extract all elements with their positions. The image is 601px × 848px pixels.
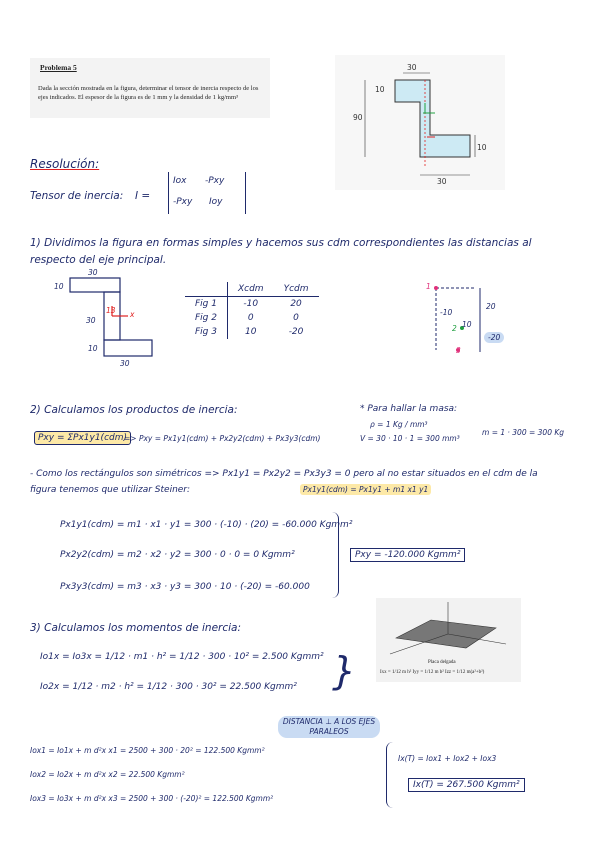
table-row	[185, 325, 319, 339]
table-header	[185, 282, 227, 297]
table-cell: 20	[290, 299, 302, 309]
table-cell: 10	[245, 327, 257, 337]
sketch-h: 30	[86, 316, 96, 325]
ix-sum: Ix(T) = Iox1 + Iox2 + Iox3	[398, 754, 497, 763]
volume: V = 30 · 10 · 1 = 300 mm³	[360, 434, 460, 443]
steiner-formula: Px1y1(cdm) = Px1y1 + m1 x1 y1	[300, 484, 431, 495]
distance-lines	[420, 280, 530, 360]
dim-right: 10	[477, 143, 487, 152]
y-20: 20	[486, 302, 496, 311]
step1-shape	[48, 268, 168, 368]
table-cell: -20	[288, 327, 304, 337]
table-row	[185, 297, 319, 312]
sketch-10b: 10	[88, 344, 98, 353]
tensor-symbol: I =	[135, 190, 151, 202]
plate-label: Placa delgada	[428, 660, 456, 665]
table-cell: Fig 3	[185, 325, 227, 339]
dim-bottom: 30	[437, 177, 447, 186]
matrix-a11: Iox	[173, 176, 187, 186]
brace-p	[332, 512, 339, 598]
table-header: Xcdm	[227, 282, 273, 297]
matrix-a21: -Pxy	[173, 197, 193, 207]
tensor-label: Tensor de inercia:	[30, 190, 124, 202]
table-cell: -10	[243, 299, 259, 309]
matrix-a12: -Pxy	[205, 176, 225, 186]
table-cell: Fig 2	[185, 311, 227, 325]
table-cell: 0	[293, 313, 299, 323]
tensor-matrix	[168, 172, 246, 214]
point-3: 3	[456, 346, 461, 355]
table-cell: 0	[247, 313, 254, 323]
eq-ox3: Iox3 = Io3x + m d²x x3 = 2500 + 300 · (-20)² = 122.500 Kgmm²	[30, 794, 274, 803]
ix-result: Ix(T) = 267.500 Kgmm²	[408, 778, 525, 792]
d-10: 10	[462, 320, 472, 329]
brace-i	[386, 742, 393, 808]
point-2: 2	[452, 324, 457, 333]
sketch-axis-x: x	[130, 310, 135, 319]
sketch-cdm: 13	[106, 306, 116, 315]
dim-top: 30	[407, 63, 417, 72]
point-1: 1	[426, 282, 431, 291]
plate-shape	[376, 598, 521, 668]
eq-p3: Px3y3(cdm) = m3 · x3 · y3 = 300 · 10 · (-20) = -60.000	[60, 582, 310, 592]
eq-p1: Px1y1(cdm) = m1 · x1 · y1 = 300 · (-10) · (20) = -60.000 Kgmm²	[60, 520, 353, 530]
eq-ox1: Iox1 = Io1x + m d²x x1 = 2500 + 300 · 20² = 122.500 Kgmm²	[30, 746, 265, 755]
parallel-note: DISTANCIA ⊥ A LOS EJES PARALEOS	[278, 716, 380, 738]
problem-title: Problema 5	[40, 63, 77, 72]
pxy-result: Pxy = -120.000 Kgmm²	[350, 548, 465, 562]
eq-i2: Io2x = 1/12 · m2 · h² = 1/12 · 300 · 30² = 22.500 Kgmm²	[40, 682, 297, 692]
pxy-sum: => Pxy = Px1y1(cdm) + Px2y2(cdm) + Px3y3(cdm)	[124, 434, 321, 443]
rho: ρ = 1 Kg / mm³	[370, 420, 428, 429]
plate-formula: Ixx = 1/12 m h² Iyy = 1/12 m b² Izz = 1/12 m(a²+b²)	[380, 670, 485, 675]
eq-ox2: Iox2 = Io2x + m d²x x2 = 22.500 Kgmm²	[30, 770, 185, 779]
eq-i1: Io1x = Io3x = 1/12 · m1 · h² = 1/12 · 300 · 10² = 2.500 Kgmm²	[40, 652, 324, 662]
problem-statement: Dada la sección mostrada en la figura, determinar el tensor de inercia respecto de los ejes indicados. El espesor de la figura es de 1 mm y la densidad de 1 kg/mm³	[38, 85, 259, 101]
resolution-heading: Resolución:	[30, 157, 100, 171]
distance-sketch	[420, 280, 530, 360]
sketch-w-left: 10	[54, 282, 64, 291]
eq-p2: Px2y2(cdm) = m2 · x2 · y2 = 300 · 0 · 0 = 0 Kgmm²	[60, 550, 295, 560]
mass: m = 1 · 300 = 300 Kg	[482, 428, 565, 437]
step1-sketch	[48, 268, 168, 368]
table-cell: Fig 1	[185, 297, 227, 312]
step2-text: 2) Calculamos los productos de inercia:	[30, 404, 238, 416]
table-header-row	[185, 282, 319, 297]
d-minus10: -10	[440, 308, 453, 317]
sketch-w-bottom: 30	[120, 359, 130, 368]
mass-heading: * Para hallar la masa:	[360, 404, 458, 414]
symmetry-note: - Como los rectángulos son simétricos => Px1y1 = Px2y2 = Px3y3 = 0 pero al no estar situados en el cdm de la figura tenemos que utilizar Steiner:	[30, 469, 538, 495]
step1-text: 1) Dividimos la figura en formas simples y hacemos sus cdm correspondientes las distancias al respecto del eje principal.	[30, 237, 532, 266]
y-minus20: -20	[484, 332, 504, 343]
table-header: Ycdm	[274, 282, 319, 297]
section-figure	[335, 55, 505, 190]
dim-left: 90	[353, 113, 363, 122]
sketch-w-top: 30	[88, 268, 98, 277]
plate-figure	[376, 598, 521, 682]
cdm-table	[185, 282, 319, 339]
arrow-brace: }	[332, 649, 357, 693]
problem-box	[30, 58, 270, 118]
section-shape	[335, 55, 505, 190]
table-row	[185, 311, 319, 325]
dim-10: 10	[375, 85, 385, 94]
matrix-a22: Ioy	[209, 197, 223, 207]
step3-text: 3) Calculamos los momentos de inercia:	[30, 622, 242, 634]
formula-box: Pxy = ΣPx1y1(cdm)	[34, 431, 131, 445]
